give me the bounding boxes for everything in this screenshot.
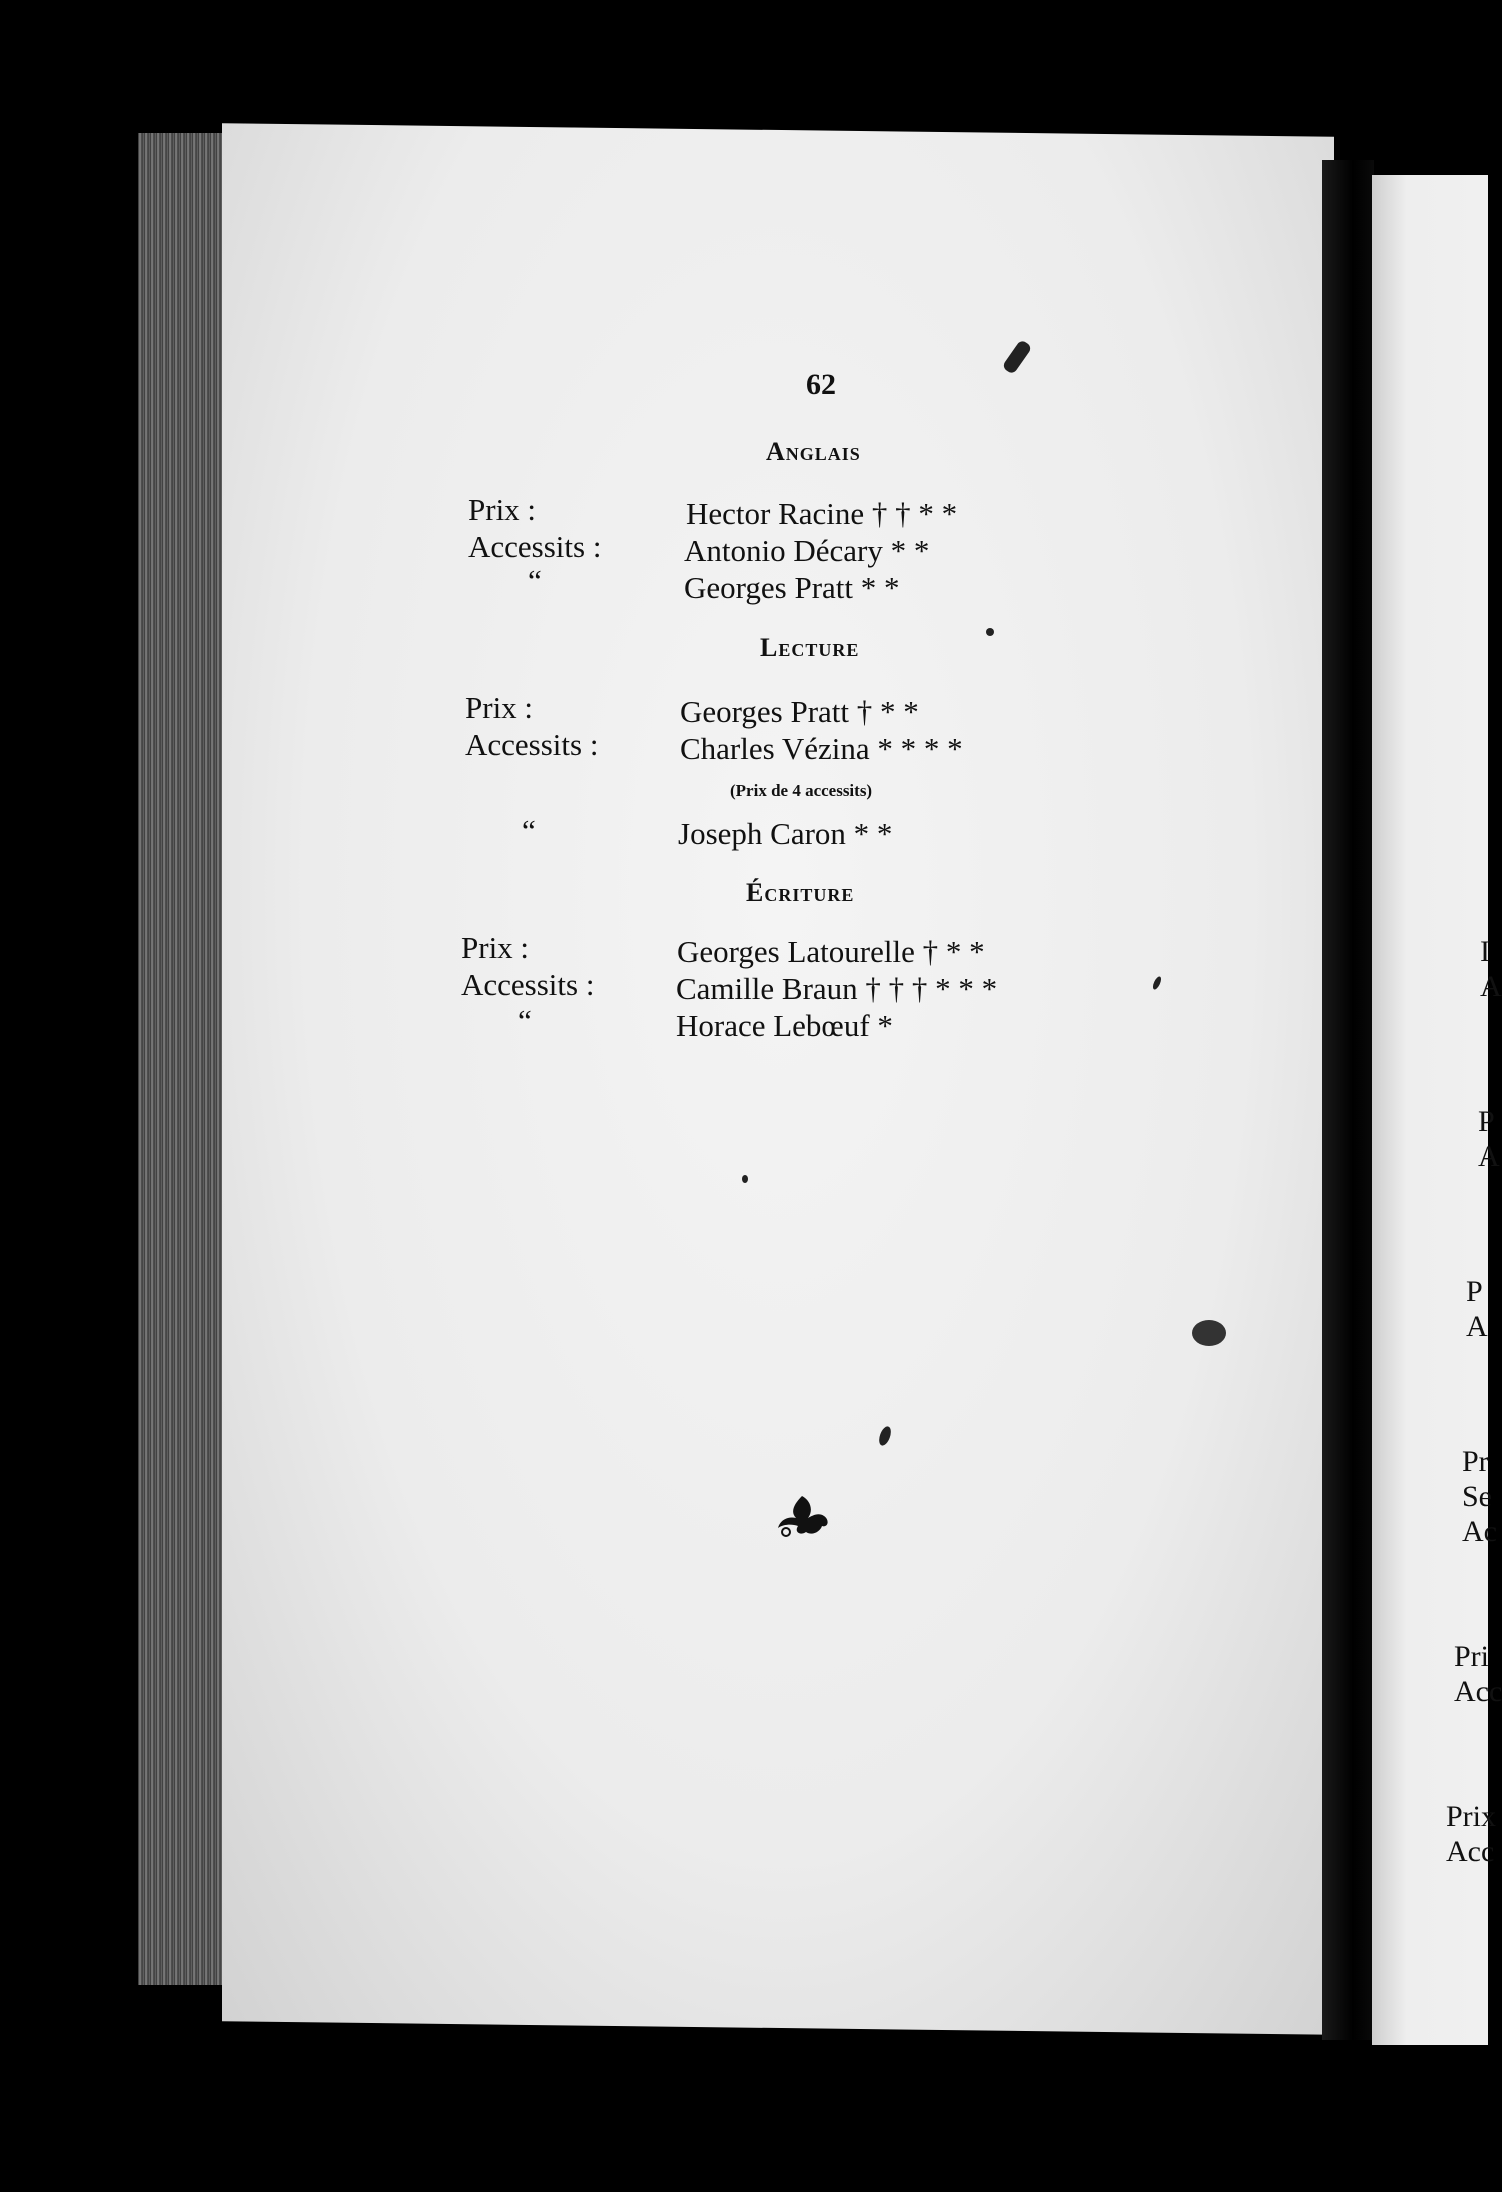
row-label: Accessits : [461, 967, 595, 1002]
ink-blot [742, 1175, 748, 1183]
adjacent-page-fragment: Pr [1462, 1445, 1489, 1478]
row-name: Horace Lebœuf * [676, 1008, 893, 1043]
row-label: Accessits : [465, 727, 599, 762]
row-name: Hector Racine † † * * [686, 496, 958, 531]
adjacent-page-fragment: Se [1462, 1480, 1492, 1513]
row-label: Prix : [461, 930, 530, 965]
prize-note: (Prix de 4 accessits) [730, 781, 873, 800]
adjacent-page-fragment: Acc [1454, 1675, 1502, 1708]
row-name: Georges Pratt † * * [680, 694, 919, 729]
section-heading-anglais: Anglais [766, 437, 861, 466]
adjacent-page-fragment: Ac [1462, 1515, 1497, 1548]
row-name: Georges Latourelle † * * [677, 934, 985, 969]
adjacent-page [1372, 175, 1502, 2045]
page-number: 62 [806, 368, 836, 401]
section-heading-ecriture: Écriture [746, 878, 855, 907]
row-name: Georges Pratt * * [684, 570, 900, 605]
row-name: Joseph Caron * * [678, 816, 893, 851]
row-name: Camille Braun † † † * * * [676, 971, 998, 1006]
adjacent-page-fragment: Acc [1446, 1835, 1495, 1868]
adjacent-page-fragment: A [1480, 970, 1502, 1003]
adjacent-page-fragment: A [1466, 1310, 1488, 1343]
adjacent-page-fragment: I [1480, 935, 1490, 968]
ink-blot [986, 628, 994, 636]
book-gutter [1322, 160, 1374, 2040]
ditto-mark: “ [528, 563, 542, 598]
adjacent-page-fragment: Prix [1446, 1800, 1497, 1833]
row-label: Prix : [465, 690, 534, 725]
ink-blot [1192, 1320, 1226, 1346]
adjacent-page-fragment: A [1478, 1140, 1500, 1173]
book-page [222, 123, 1334, 2035]
ditto-mark: “ [522, 813, 536, 848]
adjacent-page-fragment: P [1478, 1105, 1495, 1138]
row-name: Charles Vézina * * * * [680, 731, 963, 766]
row-name: Antonio Décary * * [684, 533, 930, 568]
ditto-mark: “ [518, 1003, 532, 1038]
row-label: Prix : [468, 492, 537, 527]
row-label: Accessits : [468, 529, 602, 564]
fleuron-ornament-icon [772, 1490, 832, 1538]
section-heading-lecture: Lecture [760, 633, 860, 662]
adjacent-page-fragment: Pri [1454, 1640, 1490, 1673]
adjacent-page-fragment: P [1466, 1275, 1483, 1308]
